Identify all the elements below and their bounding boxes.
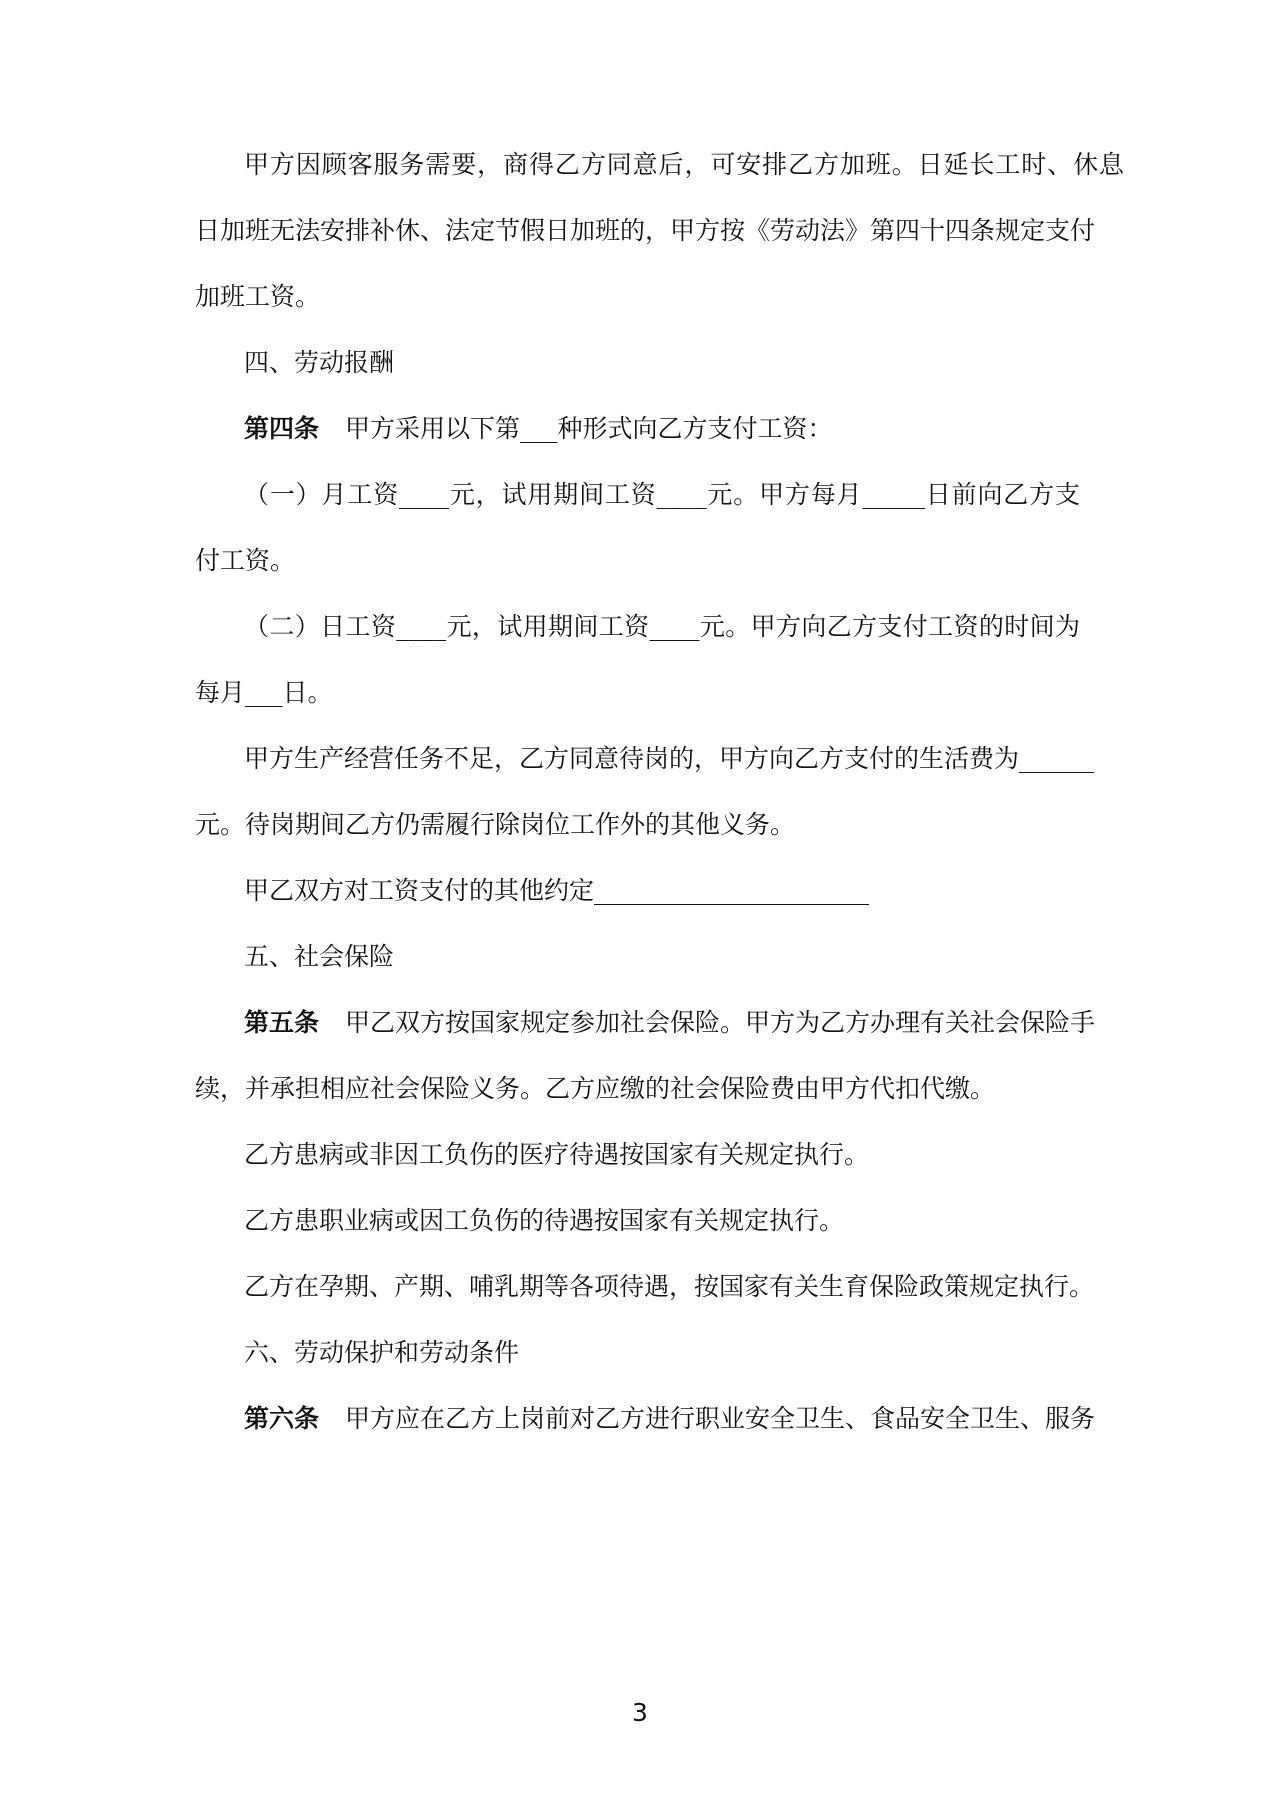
overtime-paragraph-line-3: 加班工资。 [195,282,321,311]
maternity-paragraph: 乙方在孕期、产期、哺乳期等各项待遇，按国家有关生育保险政策规定执行。 [244,1272,1095,1301]
article-4-label: 第四条 [244,414,320,443]
daily-wage-line-2: 每月___日。 [195,678,333,707]
monthly-wage-line-2: 付工资。 [195,546,296,575]
section-4-heading: 四、劳动报酬 [244,348,395,377]
other-wage-terms: 甲乙双方对工资支付的其他约定______________________ [244,876,870,905]
section-5-heading: 五、社会保险 [244,942,395,971]
standby-line-2: 元。待岗期间乙方仍需履行除岗位工作外的其他义务。 [195,810,796,839]
daily-wage-line-1: （二）日工资____元，试用期间工资____元。甲方向乙方支付工资的时间为 [244,612,1080,641]
article-6-label: 第六条 [244,1404,320,1433]
occupational-paragraph: 乙方患职业病或因工负伤的待遇按国家有关规定执行。 [244,1206,845,1235]
article-6 [0,1402,1280,1436]
article-5-label: 第五条 [244,1008,320,1037]
article-5-line-2: 续，并承担相应社会保险义务。乙方应缴的社会保险费由甲方代扣代缴。 [195,1074,996,1103]
article-5-line-1 [0,1006,1280,1040]
section-6-heading: 六、劳动保护和劳动条件 [244,1338,520,1367]
monthly-wage-line-1: （一）月工资____元，试用期间工资____元。甲方每月_____日前向乙方支 [244,480,1080,509]
article-4-text: 甲方采用以下第___种形式向乙方支付工资： [345,414,833,443]
standby-line-1: 甲方生产经营任务不足，乙方同意待岗的，甲方向乙方支付的生活费为______ [244,744,1095,773]
overtime-paragraph-line-2: 日加班无法安排补休、法定节假日加班的，甲方按《劳动法》第四十四条规定支付 [195,216,1096,245]
medical-non-work-paragraph: 乙方患病或非因工负伤的医疗待遇按国家有关规定执行。 [244,1140,870,1169]
article-6-text: 甲方应在乙方上岗前对乙方进行职业安全卫生、食品安全卫生、服务 [345,1404,1096,1433]
article-4 [0,412,1280,446]
overtime-paragraph-line-1: 甲方因顾客服务需要，商得乙方同意后，可安排乙方加班。日延长工时、休息 [244,150,1124,179]
page-number: 3 [632,1698,648,1727]
article-5-text: 甲乙双方按国家规定参加社会保险。甲方为乙方办理有关社会保险手 [345,1008,1096,1037]
